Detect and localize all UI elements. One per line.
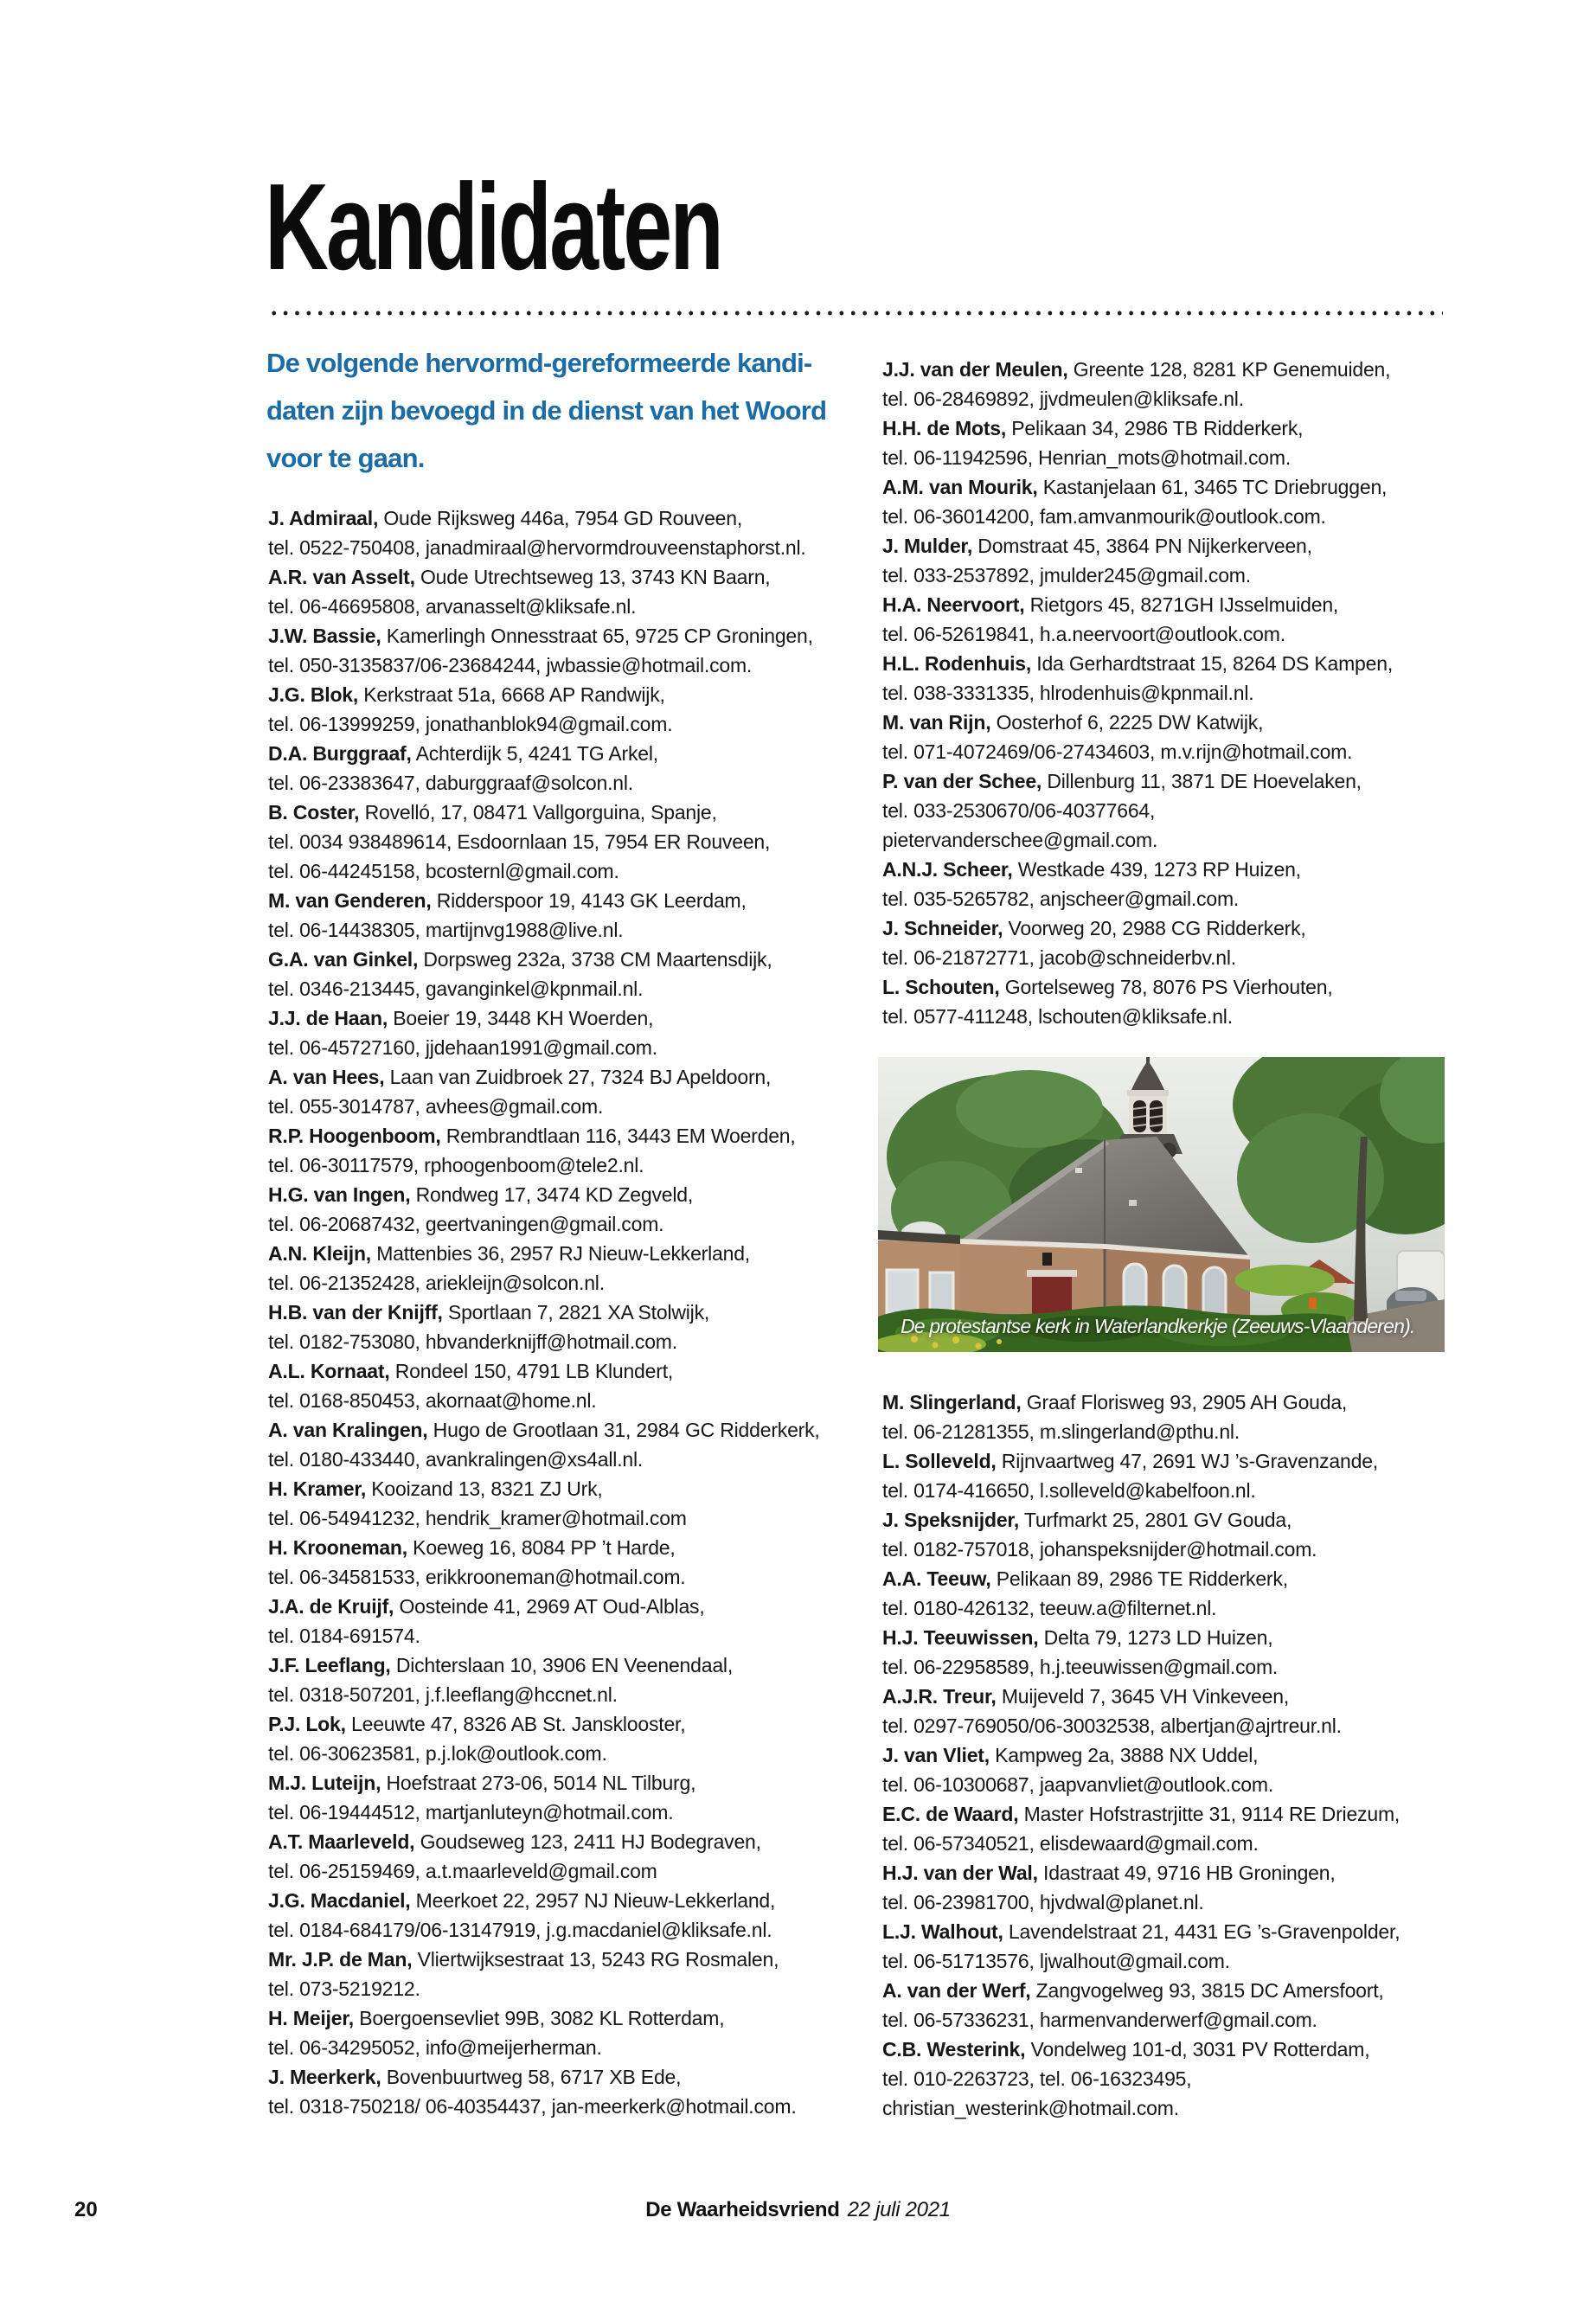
candidate-line: J. Meerkerk, Bovenbuurtweg 58, 6717 XB Ede,	[268, 2066, 682, 2088]
candidate-line: H. Kramer, Kooizand 13, 8321 ZJ Urk,	[268, 1477, 603, 1500]
candidate-line: tel. 06-19444512, martjanluteyn@hotmail.com.	[268, 1801, 674, 1823]
candidate-line: tel. 06-20687432, geertvaningen@gmail.com.	[268, 1213, 664, 1235]
candidate-line: tel. 0184-684179/06-13147919, j.g.macdaniel@kliksafe.nl.	[268, 1919, 772, 1941]
candidate-line: tel. 0318-507201, j.f.leeflang@hccnet.nl.	[268, 1683, 618, 1706]
candidate-line: D.A. Burggraaf, Achterdijk 5, 4241 TG Arkel,	[268, 742, 658, 765]
candidate-line: tel. 06-23383647, daburggraaf@solcon.nl.	[268, 772, 633, 794]
candidate-line: C.B. Westerink, Vondelweg 101-d, 3031 PV Rotterdam,	[882, 2038, 1370, 2061]
candidate-line: J.G. Macdaniel, Meerkoet 22, 2957 NJ Nieuw-Lekkerland,	[268, 1889, 776, 1912]
candidate-line: tel. 06-44245158, bcosternl@gmail.com.	[268, 860, 619, 882]
candidate-line: J. van Vliet, Kampweg 2a, 3888 NX Uddel,	[882, 1744, 1259, 1766]
candidate-line: tel. 06-14438305, martijnvg1988@live.nl.	[268, 919, 624, 941]
candidate-line: tel. 0577-411248, lschouten@kliksafe.nl.	[882, 1005, 1233, 1028]
candidate-line: tel. 06-34295052, info@meijerherman.	[268, 2036, 602, 2059]
candidate-list-right-bottom	[882, 1388, 1400, 2123]
candidate-line: tel. 06-13999259, jonathanblok94@gmail.com.	[268, 713, 673, 735]
candidate-line: tel. 06-21352428, ariekleijn@solcon.nl.	[268, 1272, 605, 1294]
candidate-line: tel. 0180-433440, avankralingen@xs4all.nl.	[268, 1448, 644, 1471]
candidate-line: tel. 06-34581533, erikkrooneman@hotmail.com.	[268, 1566, 686, 1588]
candidate-line: E.C. de Waard, Master Hofstrastrjitte 31, 9114 RE Driezum,	[882, 1803, 1401, 1825]
church-photo	[878, 1057, 1445, 1352]
candidate-line: tel. 06-51713576, ljwalhout@gmail.com.	[882, 1950, 1230, 1972]
candidate-line: J.J. van der Meulen, Greente 128, 8281 KP Genemuiden,	[882, 358, 1391, 381]
candidate-line: P. van der Schee, Dillenburg 11, 3871 DE Hoevelaken,	[882, 770, 1362, 792]
candidate-line: A. van Hees, Laan van Zuidbroek 27, 7324 BJ Apeldoorn,	[268, 1066, 772, 1088]
candidate-line: L. Schouten, Gortelseweg 78, 8076 PS Vierhouten,	[882, 976, 1333, 998]
candidate-line: tel. 06-11942596, Henrian_mots@hotmail.com.	[882, 446, 1292, 469]
candidate-line: R.P. Hoogenboom, Rembrandtlaan 116, 3443 EM Woerden,	[268, 1125, 796, 1147]
candidate-line: J. Mulder, Domstraat 45, 3864 PN Nijkerkerveen,	[882, 535, 1312, 557]
candidate-line: A. van Kralingen, Hugo de Grootlaan 31, 2984 GC Ridderkerk,	[268, 1419, 820, 1441]
candidate-line: tel. 071-4072469/06-27434603, m.v.rijn@hotmail.com.	[882, 740, 1353, 763]
candidate-line: tel. 050-3135837/06-23684244, jwbassie@hotmail.com.	[268, 654, 753, 676]
candidate-line: tel. 0174-416650, l.solleveld@kabelfoon.nl.	[882, 1479, 1256, 1502]
candidate-line: M. van Rijn, Oosterhof 6, 2225 DW Katwijk,	[882, 711, 1264, 734]
candidate-line: tel. 06-30623581, p.j.lok@outlook.com.	[268, 1742, 607, 1765]
candidate-line: tel. 06-21281355, m.slingerland@pthu.nl.	[882, 1420, 1240, 1443]
candidate-line: A. van der Werf, Zangvogelweg 93, 3815 DC Amersfoort,	[882, 1979, 1384, 2002]
candidate-line: A.J.R. Treur, Muijeveld 7, 3645 VH Vinkeveen,	[882, 1685, 1290, 1708]
candidate-line: A.T. Maarleveld, Goudseweg 123, 2411 HJ Bodegraven,	[268, 1830, 761, 1853]
candidate-line: M. Slingerland, Graaf Florisweg 93, 2905 AH Gouda,	[882, 1391, 1348, 1413]
candidate-line: tel. 06-45727160, jjdehaan1991@gmail.com.	[268, 1036, 657, 1059]
candidate-line: tel. 0182-753080, hbvanderknijff@hotmail.com.	[268, 1330, 677, 1353]
candidate-line: H.J. van der Wal, Idastraat 49, 9716 HB Groningen,	[882, 1862, 1336, 1884]
candidate-line: J. Schneider, Voorweg 20, 2988 CG Ridderkerk,	[882, 917, 1306, 939]
candidate-line: J.G. Blok, Kerkstraat 51a, 6668 AP Randwijk,	[268, 683, 665, 706]
footer-magazine-name: De Waarheidsvriend	[645, 2198, 840, 2221]
candidate-line: G.A. van Ginkel, Dorpsweg 232a, 3738 CM Maartensdijk,	[268, 948, 772, 971]
candidate-line: J.F. Leeflang, Dichterslaan 10, 3906 EN Veenendaal,	[268, 1654, 734, 1676]
candidate-line: tel. 038-3331335, hlrodenhuis@kpnmail.nl.	[882, 682, 1254, 704]
candidate-line: christian_westerink@hotmail.com.	[882, 2097, 1179, 2119]
candidate-line: M.J. Luteijn, Hoefstraat 273-06, 5014 NL Tilburg,	[268, 1772, 696, 1794]
candidate-line: tel. 0297-769050/06-30032538, albertjan@ajrtreur.nl.	[882, 1715, 1342, 1737]
candidate-line: tel. 0318-750218/ 06-40354437, jan-meerkerk@hotmail.com.	[268, 2095, 797, 2118]
candidate-line: A.A. Teeuw, Pelikaan 89, 2986 TE Ridderkerk,	[882, 1567, 1288, 1590]
candidate-line: tel. 06-36014200, fam.amvanmourik@outlook.com.	[882, 505, 1326, 528]
candidate-line: J. Admiraal, Oude Rijksweg 446a, 7954 GD Rouveen,	[268, 507, 743, 529]
candidate-line: H.A. Neervoort, Rietgors 45, 8271GH IJsselmuiden,	[882, 593, 1339, 616]
candidate-line: tel. 0182-757018, johanspeksnijder@hotmail.com.	[882, 1538, 1317, 1561]
candidate-line: Mr. J.P. de Man, Vliertwijksestraat 13, 5243 RG Rosmalen,	[268, 1948, 779, 1971]
candidate-line: H. Krooneman, Koeweg 16, 8084 PP ’t Harde,	[268, 1536, 676, 1559]
candidate-line: H.H. de Mots, Pelikaan 34, 2986 TB Ridderkerk,	[882, 417, 1304, 439]
candidate-line: J.A. de Kruijf, Oosteinde 41, 2969 AT Oud-Alblas,	[268, 1595, 705, 1618]
candidate-line: tel. 0184-691574.	[268, 1625, 420, 1647]
intro-line: De volgende hervormd-gereformeerde kandi-	[266, 348, 812, 378]
candidate-line: tel. 06-57340521, elisdewaard@gmail.com.	[882, 1832, 1259, 1855]
candidate-line: A.R. van Asselt, Oude Utrechtseweg 13, 3743 KN Baarn,	[268, 566, 771, 588]
intro-text	[266, 339, 826, 482]
candidate-line: tel. 06-21872771, jacob@schneiderbv.nl.	[882, 946, 1236, 969]
candidate-line: tel. 06-28469892, jjvdmeulen@kliksafe.nl.	[882, 388, 1244, 410]
candidate-line: A.L. Kornaat, Rondeel 150, 4791 LB Klundert,	[268, 1360, 674, 1382]
candidate-line: M. van Genderen, Ridderspoor 19, 4143 GK Leerdam,	[268, 889, 747, 912]
intro-line: daten zijn bevoegd in de dienst van het Woord	[266, 395, 827, 426]
candidate-line: tel. 06-10300687, jaapvanvliet@outlook.com.	[882, 1773, 1274, 1796]
candidate-line: P.J. Lok, Leeuwte 47, 8326 AB St. Jansklooster,	[268, 1713, 686, 1735]
candidate-line: A.M. van Mourik, Kastanjelaan 61, 3465 TC Driebruggen,	[882, 476, 1388, 498]
candidate-line: tel. 06-46695808, arvanasselt@kliksafe.nl.	[268, 595, 637, 618]
candidate-line: A.N. Kleijn, Mattenbies 36, 2957 RJ Nieuw-Lekkerland,	[268, 1242, 751, 1265]
candidate-line: tel. 010-2263723, tel. 06-16323495,	[882, 2067, 1192, 2090]
dotted-divider	[268, 311, 1443, 316]
candidate-line: tel. 033-2537892, jmulder245@gmail.com.	[882, 564, 1251, 586]
candidate-line: A.N.J. Scheer, Westkade 439, 1273 RP Huizen,	[882, 858, 1301, 881]
candidate-list-left	[268, 503, 820, 2121]
photo-caption: De protestantse kerk in Waterlandkerkje (Zeeuws-Vlaanderen).	[901, 1315, 1415, 1337]
candidate-line: tel. 0522-750408, janadmiraal@hervormdrouveenstaphorst.nl.	[268, 536, 806, 559]
candidate-line: H.J. Teeuwissen, Delta 79, 1273 LD Huizen,	[882, 1626, 1273, 1649]
candidate-line: L. Solleveld, Rijnvaartweg 47, 2691 WJ ’s-Gravenzande,	[882, 1450, 1378, 1472]
candidate-line: tel. 06-57336231, harmenvanderwerf@gmail.com.	[882, 2009, 1317, 2031]
candidate-line: tel. 035-5265782, anjscheer@gmail.com.	[882, 888, 1240, 910]
candidate-line: L.J. Walhout, Lavendelstraat 21, 4431 EG ’s-Gravenpolder,	[882, 1920, 1401, 1943]
candidate-line: J.J. de Haan, Boeier 19, 3448 KH Woerden,	[268, 1007, 654, 1029]
church-photo-graphic	[878, 1057, 1445, 1352]
candidate-line: tel. 06-25159469, a.t.maarleveld@gmail.com	[268, 1860, 657, 1882]
page-number: 20	[74, 2198, 98, 2221]
candidate-line: J. Speksnijder, Turfmarkt 25, 2801 GV Gouda,	[882, 1509, 1292, 1531]
footer	[0, 2198, 1596, 2222]
candidate-line: tel. 0180-426132, teeuw.a@filternet.nl.	[882, 1597, 1217, 1619]
intro-line: voor te gaan.	[266, 443, 425, 473]
footer-date: 22 juli 2021	[847, 2198, 951, 2221]
candidate-list-right-top	[882, 355, 1393, 1031]
candidate-line: tel. 033-2530670/06-40377664,	[882, 799, 1156, 822]
candidate-line: tel. 06-23981700, hjvdwal@planet.nl.	[882, 1891, 1204, 1913]
page-title: Kandidaten	[265, 158, 721, 296]
candidate-line: tel. 073-5219212.	[268, 1977, 420, 2000]
candidate-line: tel. 06-22958589, h.j.teeuwissen@gmail.com.	[882, 1656, 1279, 1678]
candidate-line: tel. 06-52619841, h.a.neervoort@outlook.com.	[882, 623, 1285, 645]
candidate-line: H.B. van der Knijff, Sportlaan 7, 2821 XA Stolwijk,	[268, 1301, 710, 1324]
candidate-line: H.L. Rodenhuis, Ida Gerhardtstraat 15, 8264 DS Kampen,	[882, 652, 1394, 675]
candidate-line: tel. 055-3014787, avhees@gmail.com.	[268, 1095, 604, 1118]
candidate-line: J.W. Bassie, Kamerlingh Onnesstraat 65, 9725 CP Groningen,	[268, 625, 813, 647]
candidate-line: tel. 06-30117579, rphoogenboom@tele2.nl.	[268, 1154, 644, 1176]
candidate-line: H. Meijer, Boergoensevliet 99B, 3082 KL Rotterdam,	[268, 2007, 725, 2029]
candidate-line: H.G. van Ingen, Rondweg 17, 3474 KD Zegveld,	[268, 1183, 694, 1206]
candidate-line: tel. 0346-213445, gavanginkel@kpnmail.nl.	[268, 977, 644, 1000]
candidate-line: tel. 0168-850453, akornaat@home.nl.	[268, 1389, 597, 1412]
candidate-line: pietervanderschee@gmail.com.	[882, 829, 1158, 851]
candidate-line: tel. 06-54941232, hendrik_kramer@hotmail.com	[268, 1507, 687, 1529]
candidate-line: tel. 0034 938489614, Esdoornlaan 15, 7954 ER Rouveen,	[268, 830, 771, 853]
candidate-line: B. Coster, Rovelló, 17, 08471 Vallgorguina, Spanje,	[268, 801, 717, 824]
